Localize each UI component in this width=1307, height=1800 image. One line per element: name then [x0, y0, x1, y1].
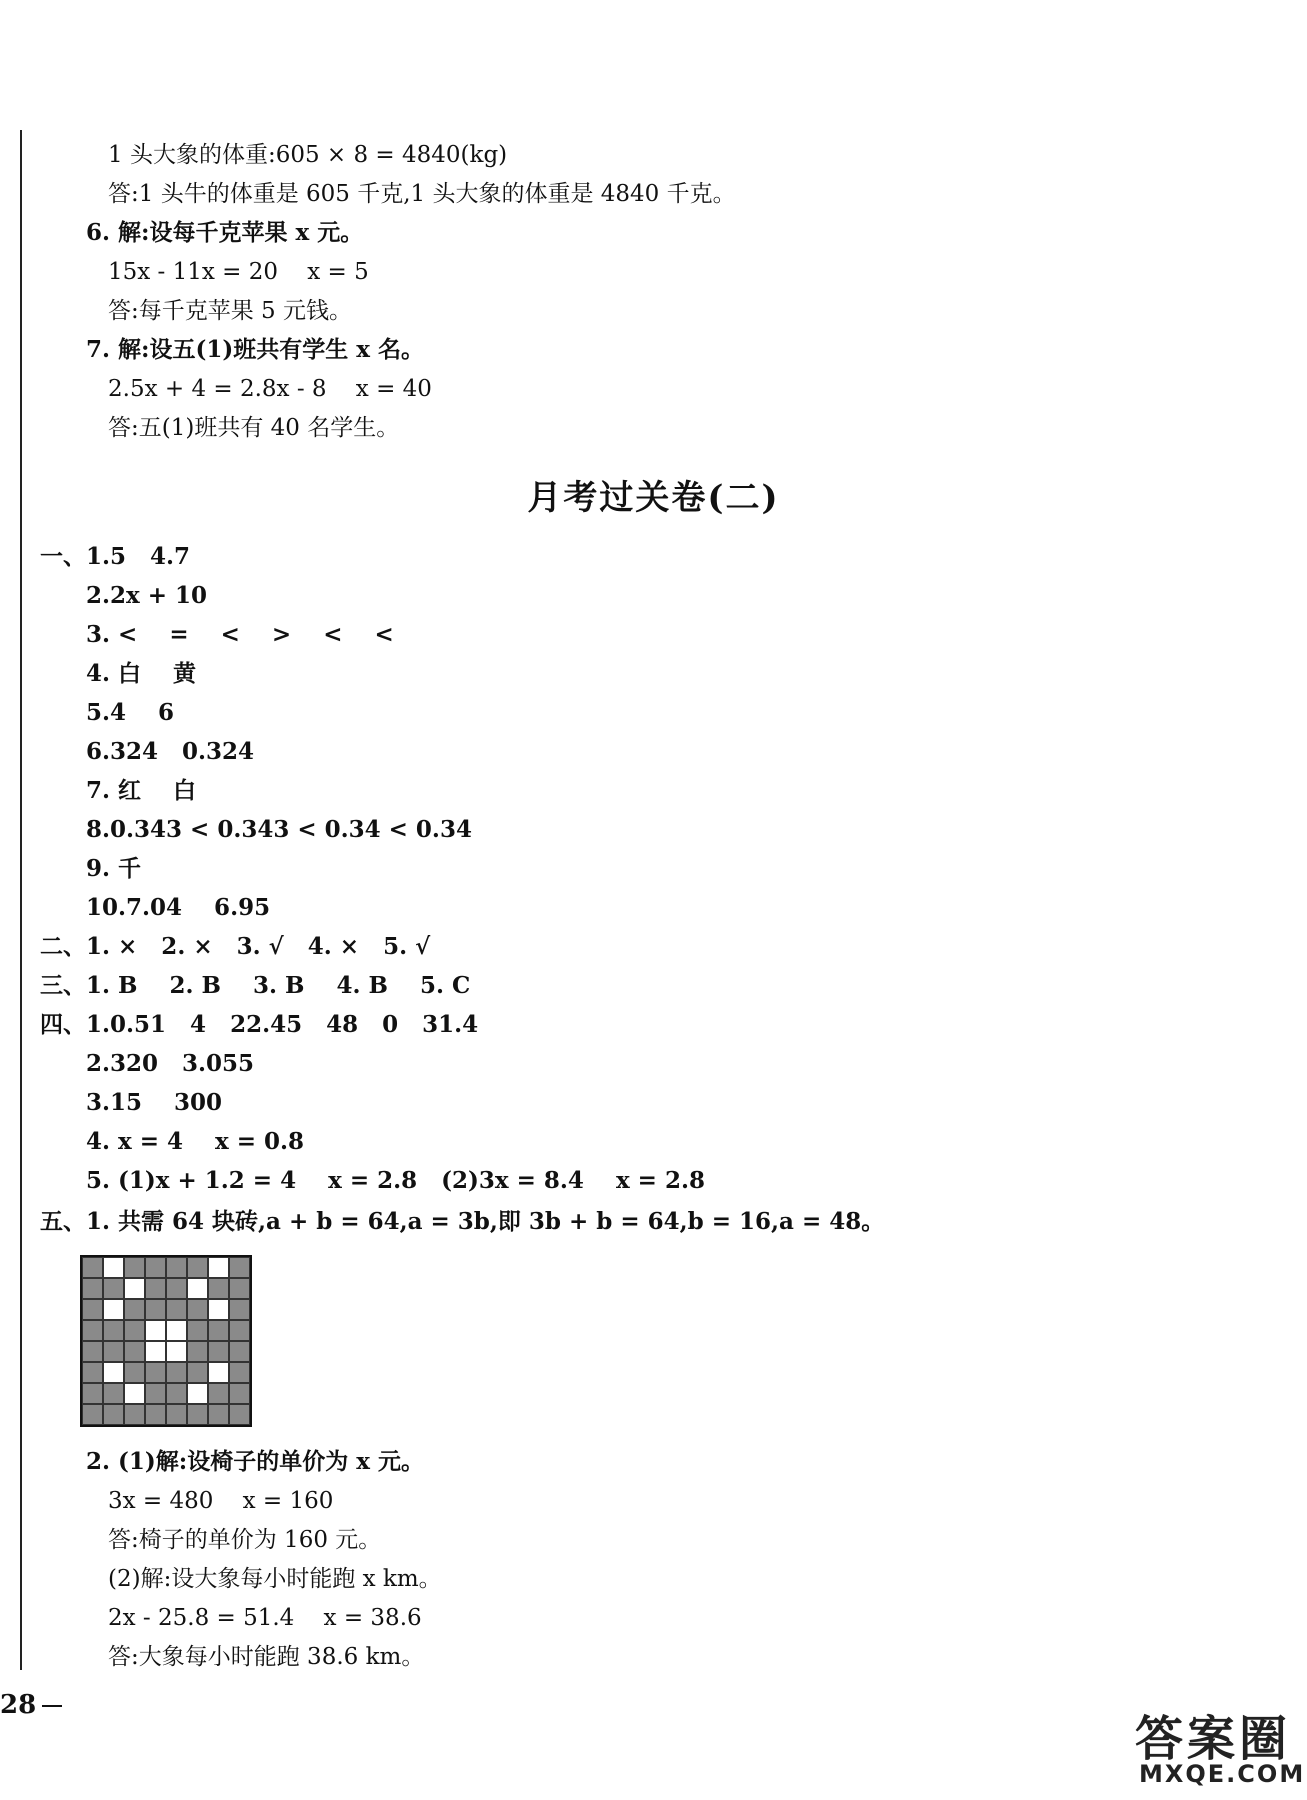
answer-weight-line: 答:1 头牛的体重是 605 千克,1 头大象的体重是 4840 千克。: [108, 181, 736, 207]
s5-elephant-equation: 2x - 25.8 = 51.4 x = 38.6: [108, 1605, 422, 1631]
brick-cell: [208, 1257, 229, 1278]
brick-cell: [145, 1299, 166, 1320]
s5-item-2: 2. (1)解:设椅子的单价为 x 元。: [86, 1448, 425, 1475]
brick-cell: [166, 1404, 187, 1425]
watermark-top: 答案圈: [1135, 1711, 1292, 1767]
s4-item-3: 3.15 300: [86, 1089, 223, 1116]
brick-cell: [208, 1404, 229, 1425]
brick-cell: [82, 1341, 103, 1362]
s1-item-6: 6.324 0.324: [86, 738, 255, 765]
brick-cell: [145, 1362, 166, 1383]
margin-line: [20, 130, 22, 1670]
q6-line: 6. 解:设每千克苹果 x 元。: [86, 219, 364, 246]
s1-item-7: 7. 红 白: [86, 777, 197, 804]
brick-cell: [229, 1257, 250, 1278]
brick-cell: [229, 1404, 250, 1425]
page-title: 月考过关卷(二): [527, 478, 780, 518]
brick-cell: [166, 1341, 187, 1362]
s5-chair-equation: 3x = 480 x = 160: [108, 1488, 334, 1514]
brick-cell: [187, 1320, 208, 1341]
s4-item-5: 5. (1)x + 1.2 = 4 x = 2.8 (2)3x = 8.4 x = 2.8: [86, 1167, 705, 1194]
watermark-bottom: MXQE.COM: [1139, 1760, 1306, 1788]
brick-cell: [166, 1278, 187, 1299]
brick-cell: [82, 1383, 103, 1404]
brick-cell: [145, 1320, 166, 1341]
brick-cell: [82, 1320, 103, 1341]
brick-cell: [124, 1299, 145, 1320]
brick-cell: [208, 1341, 229, 1362]
brick-cell: [208, 1362, 229, 1383]
brick-cell: [166, 1383, 187, 1404]
brick-cell: [229, 1341, 250, 1362]
brick-cell: [229, 1278, 250, 1299]
brick-cell: [166, 1320, 187, 1341]
brick-cell: [82, 1257, 103, 1278]
s1-item-3: 3. < = < > < <: [86, 621, 394, 648]
brick-cell: [103, 1299, 124, 1320]
brick-cell: [103, 1383, 124, 1404]
brick-cell: [82, 1362, 103, 1383]
s1-item-9: 9. 千: [86, 855, 142, 882]
brick-cell: [187, 1257, 208, 1278]
q7-line: 7. 解:设五(1)班共有学生 x 名。: [86, 336, 425, 363]
s4-item-4: 4. x = 4 x = 0.8: [86, 1128, 305, 1155]
brick-grid-figure: [80, 1255, 252, 1427]
s5-item-1: 五、1. 共需 64 块砖,a + b = 64,a = 3b,即 3b + b = 64,b = 16,a = 48。: [40, 1208, 885, 1235]
brick-cell: [187, 1404, 208, 1425]
q6-equation: 15x - 11x = 20 x = 5: [108, 259, 369, 285]
brick-cell: [208, 1299, 229, 1320]
brick-cell: [229, 1362, 250, 1383]
brick-cell: [229, 1299, 250, 1320]
brick-cell: [103, 1320, 124, 1341]
brick-cell: [82, 1404, 103, 1425]
brick-cell: [124, 1404, 145, 1425]
brick-cell: [82, 1299, 103, 1320]
section-3: 三、1. B 2. B 3. B 4. B 5. C: [40, 972, 471, 999]
s4-item-1: 四、1.0.51 4 22.45 48 0 31.4: [40, 1011, 479, 1038]
q6-answer: 答:每千克苹果 5 元钱。: [108, 298, 353, 324]
brick-cell: [187, 1278, 208, 1299]
q7-answer: 答:五(1)班共有 40 名学生。: [108, 415, 400, 441]
brick-cell: [166, 1299, 187, 1320]
s5-elephant-setup: (2)解:设大象每小时能跑 x km。: [108, 1566, 442, 1592]
page-number: 28: [0, 1690, 37, 1720]
brick-cell: [103, 1278, 124, 1299]
brick-cell: [229, 1383, 250, 1404]
brick-cell: [187, 1362, 208, 1383]
brick-cell: [124, 1320, 145, 1341]
brick-cell: [124, 1341, 145, 1362]
brick-cell: [124, 1278, 145, 1299]
page-number-dash: [42, 1705, 62, 1707]
elephant-weight-line: 1 头大象的体重:605 × 8 = 4840(kg): [108, 142, 508, 168]
s1-item-4: 4. 白 黄: [86, 660, 197, 687]
brick-cell: [187, 1383, 208, 1404]
brick-cell: [145, 1383, 166, 1404]
s1-item-2: 2.2x + 10: [86, 582, 208, 609]
brick-cell: [103, 1362, 124, 1383]
brick-cell: [103, 1341, 124, 1362]
brick-cell: [208, 1320, 229, 1341]
brick-cell: [145, 1257, 166, 1278]
s5-chair-answer: 答:椅子的单价为 160 元。: [108, 1527, 382, 1553]
s1-item-10: 10.7.04 6.95: [86, 894, 271, 921]
brick-cell: [124, 1257, 145, 1278]
brick-cell: [166, 1257, 187, 1278]
section-2: 二、1. × 2. × 3. √ 4. × 5. √: [40, 933, 431, 960]
brick-cell: [166, 1362, 187, 1383]
q7-equation: 2.5x + 4 = 2.8x - 8 x = 40: [108, 376, 432, 402]
brick-cell: [103, 1404, 124, 1425]
s4-item-2: 2.320 3.055: [86, 1050, 255, 1077]
s1-item-1: 一、1.5 4.7: [40, 543, 191, 570]
brick-cell: [82, 1278, 103, 1299]
watermark-logo: [1135, 1700, 1306, 1790]
brick-cell: [124, 1383, 145, 1404]
brick-cell: [187, 1341, 208, 1362]
brick-cell: [145, 1278, 166, 1299]
s5-elephant-answer: 答:大象每小时能跑 38.6 km。: [108, 1644, 425, 1670]
brick-cell: [124, 1362, 145, 1383]
brick-cell: [208, 1383, 229, 1404]
s1-item-8: 8.0.343 < 0.343 < 0.34 < 0.34: [86, 816, 472, 843]
brick-cell: [145, 1341, 166, 1362]
s1-item-5: 5.4 6: [86, 699, 175, 726]
brick-cell: [187, 1299, 208, 1320]
brick-cell: [229, 1320, 250, 1341]
brick-cell: [208, 1278, 229, 1299]
brick-cell: [103, 1257, 124, 1278]
brick-cell: [145, 1404, 166, 1425]
